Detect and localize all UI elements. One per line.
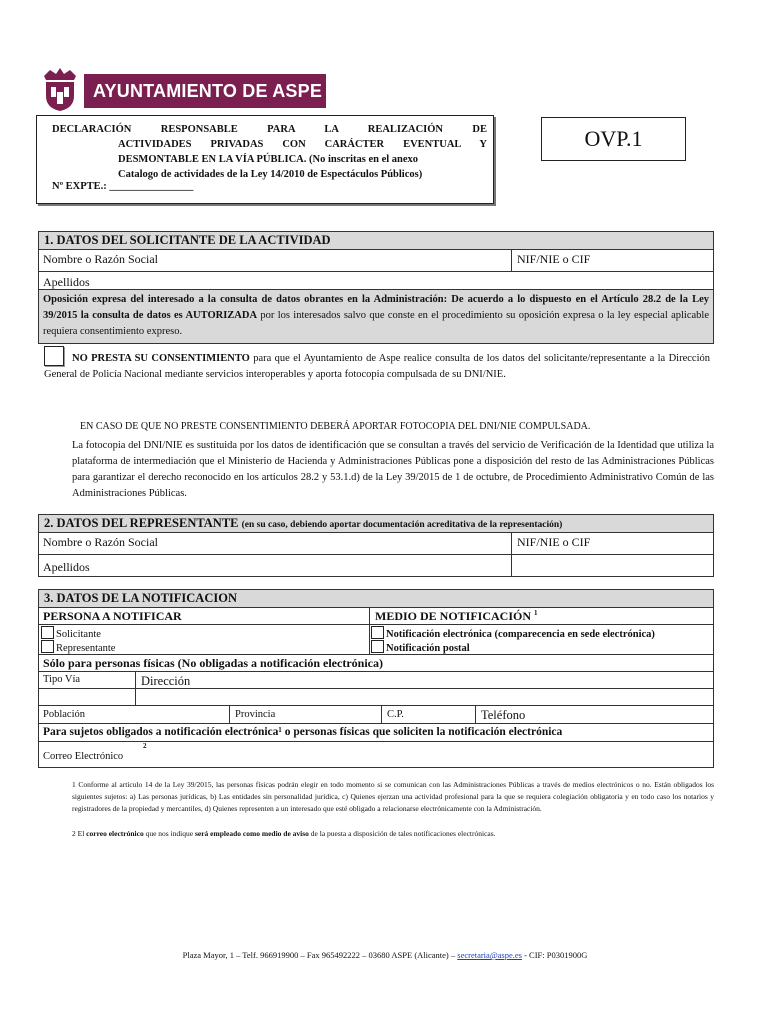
postal-checkbox[interactable] bbox=[371, 640, 384, 653]
opposition-text bbox=[43, 292, 709, 340]
notice-body: La fotocopia del DNI/NIE es sustituida por los datos de identificación que se consultan a través del servicio de Verificación de la Identidad que utiliza la plataforma de intermediación que el Ministerio de Hacienda y Administraciones Públicas pone a disposición del resto de las Administraciones Públicas para garantizar el derecho reconocido en los artículos 28.2 y 53.1.d) de la Ley 39/2015 de 1 de octubre, de Procedimiento Administrativo Común de las Administraciones Públicas. bbox=[72, 440, 714, 499]
persona-notificar-label: PERSONA A NOTIFICAR bbox=[43, 609, 182, 623]
consent-rest: para que el Ayuntamiento de Aspe realice consulta de los datos del solicitante/representante a la Dirección General de Policía Nacional mediante servicios interoperables y aporta fotocopia compulsada de su DNI/NIE. bbox=[44, 353, 710, 380]
fisicas-label: Sólo para personas físicas (No obligadas a notificación electrónica) bbox=[43, 656, 383, 670]
correo-sup: 2 bbox=[143, 742, 147, 750]
applicant-name-row bbox=[39, 249, 713, 271]
section-2-table bbox=[38, 514, 714, 577]
postal-label: Notificación postal bbox=[386, 643, 470, 654]
representante-label: Representante bbox=[56, 643, 116, 654]
applicant-nif-label: NIF/NIE o CIF bbox=[517, 252, 591, 266]
declaration-title bbox=[52, 122, 487, 182]
option-electronica[interactable] bbox=[371, 626, 655, 640]
fn2-bold-2: será empleado como medio de aviso bbox=[194, 829, 309, 838]
correo-label: Correo Electrónico bbox=[43, 751, 124, 762]
footer-cif: - CIF: P0301900G bbox=[524, 950, 588, 960]
form-code: OVP.1 bbox=[541, 117, 686, 161]
option-solicitante[interactable] bbox=[41, 626, 101, 640]
declaration-line-2: ACTIVIDADES PRIVADAS CON CARÁCTER EVENTUAL Y bbox=[118, 139, 487, 150]
notice-caps: EN CASO DE QUE NO PRESTE CONSENTIMIENTO DEBERÁ APORTAR FOTOCOPIA DEL DNI/NIE COMPULSADA. bbox=[80, 421, 591, 432]
section-1-title: 1. DATOS DEL SOLICITANTE DE LA ACTIVIDAD bbox=[39, 232, 713, 249]
section-2-header bbox=[39, 515, 713, 532]
expte-field[interactable]: Nº EXPTE.: ________________ bbox=[52, 181, 194, 192]
representative-surname-label: Apellidos bbox=[43, 560, 90, 574]
opposition-bold: Oposición expresa del interesado a la consulta de datos obrantes en la Administración: De acuerdo a lo dispuesto en el Artículo 28.2 de la Ley 39/2015 la consulta de datos es AUTORIZADA bbox=[43, 294, 709, 321]
telefono-label: Teléfono bbox=[481, 708, 526, 722]
consent-text bbox=[44, 351, 710, 383]
representative-name-row bbox=[39, 532, 713, 554]
footer-email-link[interactable]: secretaria@aspe.es bbox=[457, 950, 522, 960]
option-postal[interactable] bbox=[371, 640, 470, 654]
solicitante-label: Solicitante bbox=[56, 629, 101, 640]
footnote-1: 1 Conforme al artículo 14 de la Ley 39/2015, las personas físicas podrán elegir en todo momento si se comunican con las Administraciones Públicas a través de medios electrónicos o no. Están obligados los siguientes sujetos: a) Las personas jurídicas, b) Las entidades sin personalidad jurídica, c) Quienes ejerzan una actividad profesional para la que se requiera colegiación obligatoria y en todo caso los notarios y registradores de la propiedad y mercantiles, d) Quienes representen a un interesado que esté obligado a relacionarse electrónicamente con la Administración. bbox=[72, 780, 714, 813]
aspe-crest-logo bbox=[40, 66, 80, 112]
declaration-line-1: DECLARACIÓN RESPONSABLE PARA LA REALIZACIÓN DE bbox=[52, 124, 487, 135]
footer-address: Plaza Mayor, 1 – Telf. 966919900 – Fax 965492222 – 03680 ASPE (Alicante) – bbox=[182, 950, 456, 960]
fn2-post: de la puesta a disposición de tales notificaciones electrónicas. bbox=[308, 829, 496, 838]
representative-surname-row[interactable] bbox=[39, 554, 713, 576]
address-row bbox=[39, 671, 713, 688]
opposition-rest: por los interesados salvo que conste en el procedimiento su oposición expresa o la ley especial aplicable requiera consentimiento expreso. bbox=[43, 310, 709, 337]
representante-checkbox[interactable] bbox=[41, 640, 54, 653]
solicitante-checkbox[interactable] bbox=[41, 626, 54, 639]
fn2-pre: El bbox=[75, 829, 87, 838]
fn2-mid: que nos indique bbox=[143, 829, 195, 838]
address-input-row[interactable] bbox=[39, 688, 713, 705]
provincia-label: Provincia bbox=[235, 709, 276, 720]
applicant-surname-label: Apellidos bbox=[43, 275, 90, 289]
footnote-2 bbox=[72, 828, 714, 840]
section-2-subtitle: (en su caso, debiendo aportar documentación acreditativa de la representación) bbox=[241, 520, 563, 530]
page-footer bbox=[0, 950, 770, 960]
medio-notificacion-label bbox=[375, 609, 538, 624]
declaration-line-4: Catalogo de actividades de la Ley 14/2010 de Espectáculos Públicos) bbox=[118, 169, 423, 180]
fn2-bold-1: correo electrónico bbox=[86, 829, 144, 838]
option-representante[interactable] bbox=[41, 640, 115, 654]
applicant-surname-row[interactable] bbox=[39, 271, 713, 289]
direccion-label: Dirección bbox=[141, 674, 191, 688]
poblacion-label: Población bbox=[43, 709, 85, 720]
municipality-logo-text: AYUNTAMIENTO DE ASPE bbox=[84, 74, 326, 108]
opposition-row bbox=[39, 289, 713, 343]
obligados-row bbox=[39, 723, 713, 741]
section-3-table bbox=[38, 589, 714, 768]
electronica-checkbox[interactable] bbox=[371, 626, 384, 639]
cp-label: C.P. bbox=[387, 709, 404, 720]
notification-header-row bbox=[39, 607, 713, 624]
location-row bbox=[39, 705, 713, 723]
tipo-via-label: Tipo Vía bbox=[43, 674, 81, 685]
section-1-table bbox=[38, 231, 714, 344]
fisicas-row bbox=[39, 654, 713, 671]
obligados-label: Para sujetos obligados a notificación electrónica¹ o personas físicas que soliciten la notificación electrónica bbox=[43, 726, 563, 738]
medio-notificacion-text: MEDIO DE NOTIFICACIÓN bbox=[375, 609, 532, 623]
electronica-label: Notificación electrónica (comparecencia en sede electrónica) bbox=[386, 629, 655, 640]
representative-nif-label: NIF/NIE o CIF bbox=[517, 535, 591, 549]
representative-name-label: Nombre o Razón Social bbox=[43, 535, 158, 549]
section-3-title: 3. DATOS DE LA NOTIFICACION bbox=[39, 590, 713, 607]
notification-options-row bbox=[39, 624, 713, 654]
section-2-title: 2. DATOS DEL REPRESENTANTE bbox=[44, 516, 239, 530]
fn2-num: 2 bbox=[72, 829, 76, 838]
medio-sup: 1 bbox=[534, 609, 538, 617]
email-row[interactable] bbox=[39, 741, 713, 767]
consent-bold: NO PRESTA SU CONSENTIMIENTO bbox=[72, 353, 250, 364]
applicant-name-label: Nombre o Razón Social bbox=[43, 252, 158, 266]
declaration-line-3: DESMONTABLE EN LA VÍA PÚBLICA. (No inscritas en el anexo bbox=[118, 154, 419, 165]
